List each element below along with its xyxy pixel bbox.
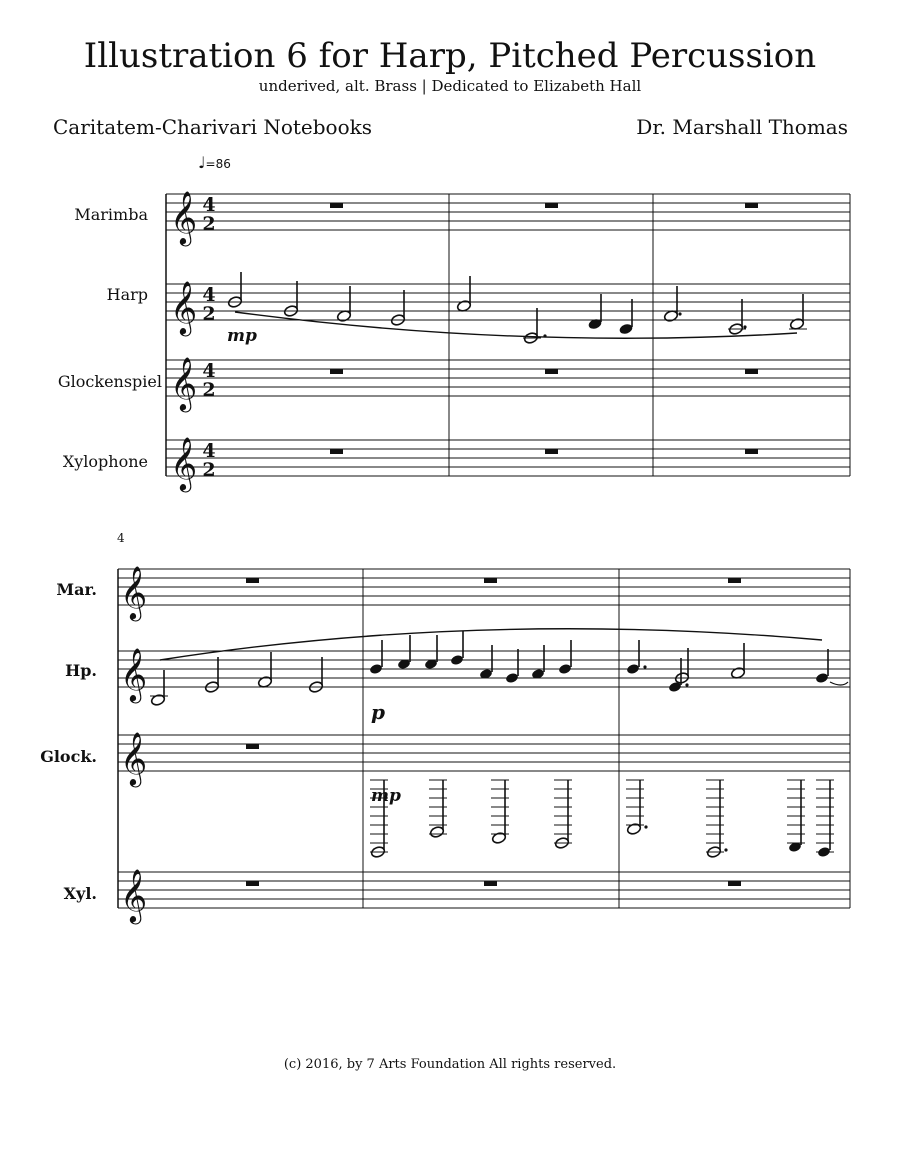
treble-clef-icon: 𝄞 xyxy=(170,356,198,410)
instrument-name-xylophone: Xylophone xyxy=(62,452,148,471)
harp-filled-notes-1 xyxy=(543,294,746,338)
slur xyxy=(160,629,822,660)
copyright-footer: (c) 2016, by 7 Arts Foundation All rights reserved. xyxy=(283,1057,617,1072)
whole-rest-icon xyxy=(745,449,758,454)
staff-marimba-2 xyxy=(118,569,850,605)
whole-rest-icon xyxy=(484,578,497,583)
time-signature-top: 4 xyxy=(202,194,216,216)
score-title: Illustration 6 for Harp, Pitched Percussion xyxy=(83,36,817,76)
instrument-name-marimba: Marimba xyxy=(74,205,148,224)
dynamic-mp: mp xyxy=(227,326,257,346)
whole-rest-icon xyxy=(330,369,343,374)
time-signature-top: 4 xyxy=(202,360,216,382)
whole-rest-icon xyxy=(745,369,758,374)
dynamic-mp-glock: mp xyxy=(371,786,401,806)
tempo-value: =86 xyxy=(205,157,231,171)
dynamic-p: p xyxy=(371,700,385,724)
collection-name: Caritatem-Charivari Notebooks xyxy=(53,115,373,139)
glock-notes-2 xyxy=(370,780,721,858)
time-signature-bottom: 2 xyxy=(202,213,216,235)
whole-rest-icon xyxy=(330,449,343,454)
whole-rest-icon xyxy=(745,203,758,208)
treble-clef-icon: 𝄞 xyxy=(120,868,148,922)
whole-rest-icon xyxy=(246,578,259,583)
whole-rest-icon xyxy=(728,881,741,886)
instrument-name-glockenspiel: Glockenspiel xyxy=(57,372,162,391)
measure-number: 4 xyxy=(117,531,125,545)
whole-rest-icon xyxy=(246,744,259,749)
treble-clef-icon: 𝄞 xyxy=(120,647,148,701)
treble-clef-icon: 𝄞 xyxy=(170,436,198,490)
tie xyxy=(830,682,848,685)
score-subtitle: underived, alt. Brass | Dedicated to Elizabeth Hall xyxy=(258,77,642,95)
instrument-name-harp: Harp xyxy=(106,285,148,304)
harp-notes-1 xyxy=(227,272,807,344)
staff-glockenspiel-1 xyxy=(166,360,850,396)
time-signature-bottom: 2 xyxy=(202,379,216,401)
whole-rest-icon xyxy=(545,369,558,374)
harp-filled-notes-2 xyxy=(369,631,829,693)
whole-rest-icon xyxy=(246,881,259,886)
time-signature-bottom: 2 xyxy=(202,459,216,481)
instrument-abbr-marimba: Mar. xyxy=(56,580,97,599)
staff-xylophone-2 xyxy=(118,872,850,908)
glock-filled-notes-2 xyxy=(644,780,831,858)
time-signature-bottom: 2 xyxy=(202,303,216,325)
composer-name: Dr. Marshall Thomas xyxy=(636,115,848,139)
whole-rest-icon xyxy=(330,203,343,208)
staff-marimba-1 xyxy=(166,194,850,230)
harp-notes-2 xyxy=(150,643,746,706)
slur xyxy=(235,312,797,338)
whole-rest-icon xyxy=(728,578,741,583)
treble-clef-icon: 𝄞 xyxy=(120,731,148,785)
whole-rest-icon xyxy=(545,203,558,208)
treble-clef-icon: 𝄞 xyxy=(170,190,198,244)
instrument-abbr-xylophone: Xyl. xyxy=(63,884,97,903)
whole-rest-icon xyxy=(484,881,497,886)
ledger-lines xyxy=(370,780,834,852)
instrument-abbr-glockenspiel: Glock. xyxy=(40,747,97,766)
staff-xylophone-1 xyxy=(166,440,850,476)
whole-rest-icon xyxy=(545,449,558,454)
treble-clef-icon: 𝄞 xyxy=(120,565,148,619)
quarter-note-icon: ♩ xyxy=(198,153,206,172)
time-signature-top: 4 xyxy=(202,284,216,306)
instrument-abbr-harp: Hp. xyxy=(65,661,97,680)
staff-harp-1 xyxy=(166,284,850,320)
time-signature-top: 4 xyxy=(202,440,216,462)
treble-clef-icon: 𝄞 xyxy=(170,280,198,334)
staff-glockenspiel-2 xyxy=(118,735,850,771)
